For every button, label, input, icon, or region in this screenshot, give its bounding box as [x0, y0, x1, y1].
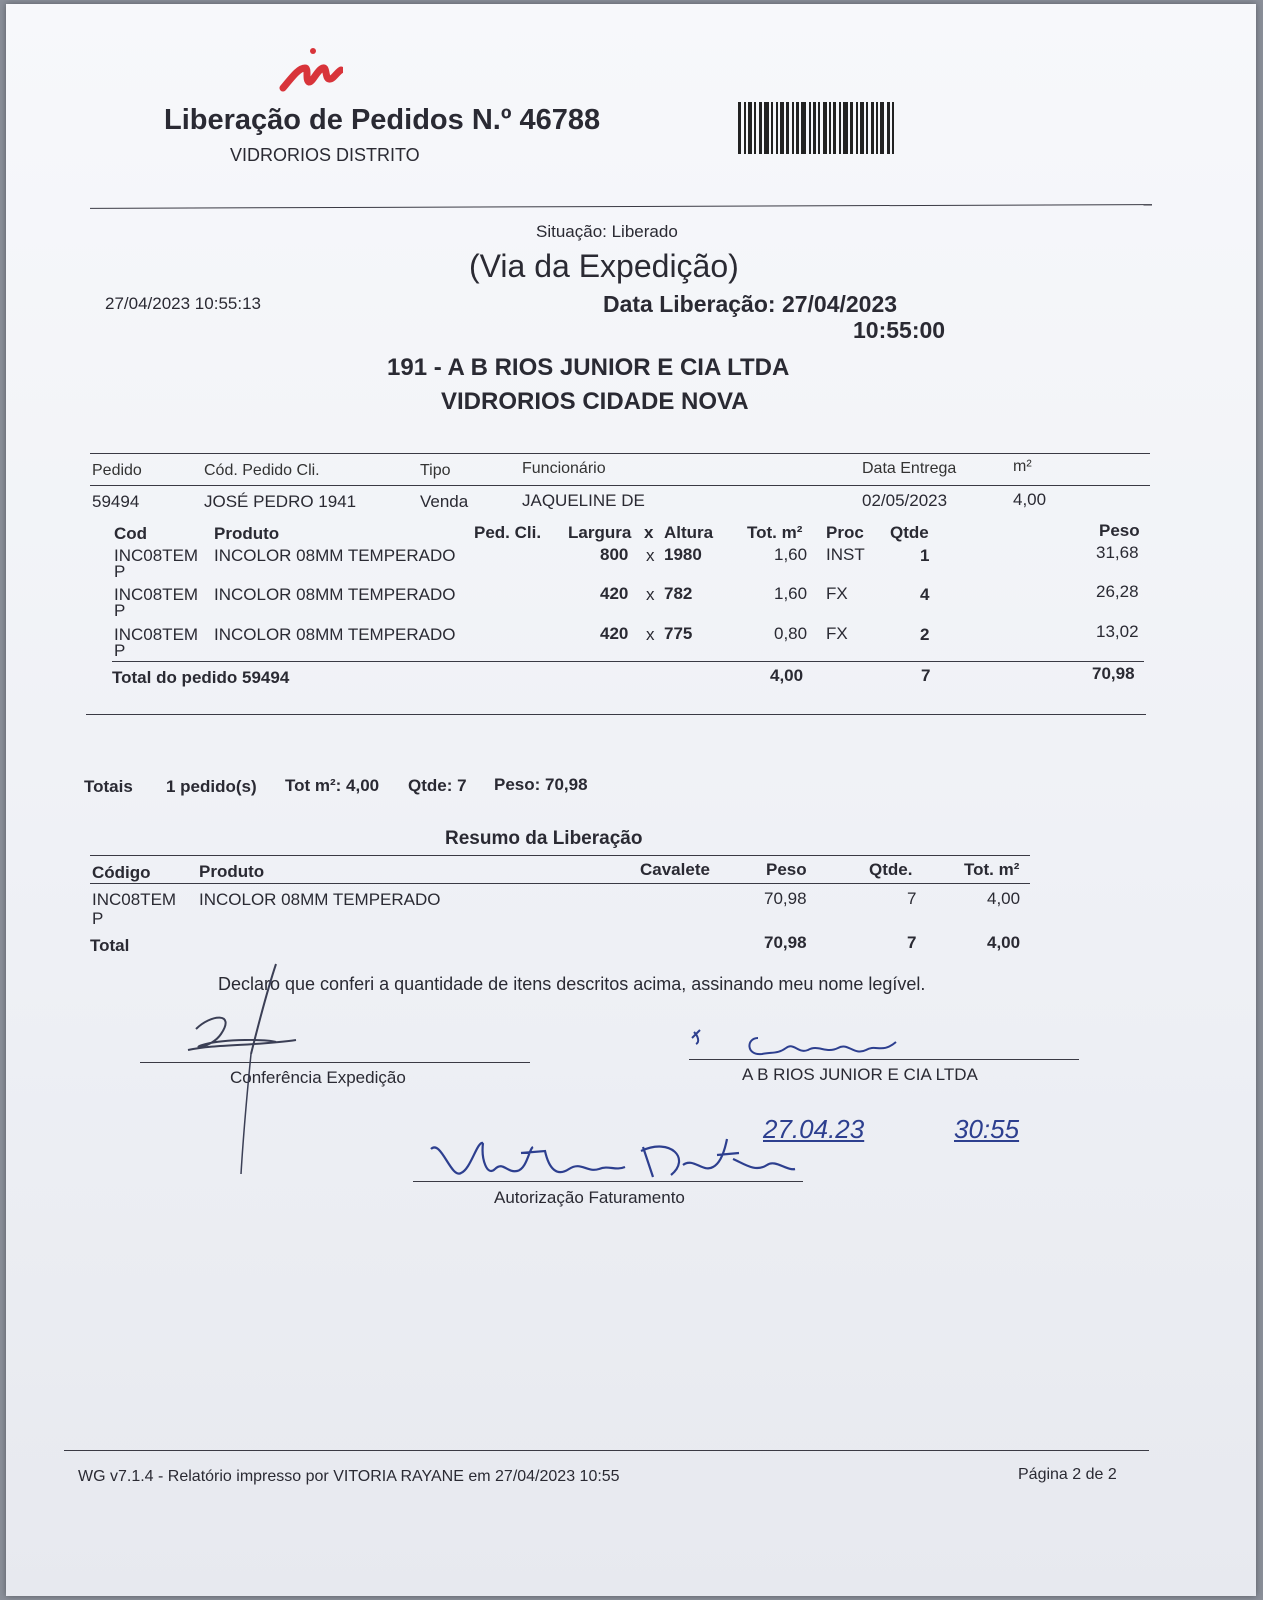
barcode-bar — [833, 102, 836, 154]
items-col-qtde: Qtde — [890, 523, 929, 542]
item-peso: 13,02 — [1096, 622, 1139, 641]
barcode-bar — [829, 102, 831, 154]
items-col-largura: Largura — [568, 523, 632, 542]
handwritten-signature-expedicao — [176, 954, 316, 1184]
barcode-bar — [764, 102, 769, 154]
totals-label: Totais — [84, 777, 133, 796]
release-date: Data Liberação: 27/04/2023 — [603, 291, 898, 317]
items-col-cod: Cod — [114, 524, 148, 543]
item-x: x — [646, 546, 655, 565]
summary-row-tot-m2: 4,00 — [987, 889, 1021, 908]
item-product: INCOLOR 08MM TEMPERADO — [214, 585, 456, 604]
order-table-top-rule — [90, 453, 1150, 454]
summary-col-tot-m2: Tot. m² — [964, 860, 1020, 879]
client-order-code: JOSÉ PEDRO 1941 — [204, 492, 357, 511]
item-code-line2: P — [114, 562, 126, 581]
summary-total-label: Total — [90, 936, 130, 955]
barcode-bar — [754, 102, 756, 154]
barcode-bar — [850, 102, 853, 154]
print-datetime: 27/04/2023 10:55:13 — [105, 294, 261, 313]
totals-orders: 1 pedido(s) — [166, 777, 257, 796]
signature-label-expedicao: Conferência Expedição — [230, 1068, 406, 1087]
item-code-line2: P — [114, 601, 126, 620]
document-title: Liberação de Pedidos N.º 46788 — [164, 104, 601, 136]
order-total-m2: 4,00 — [770, 666, 804, 685]
summary-title: Resumo da Liberação — [445, 828, 643, 849]
barcode-bar — [796, 102, 799, 154]
handwritten-signature-faturamento — [421, 1129, 801, 1189]
signature-label-client: A B RIOS JUNIOR E CIA LTDA — [742, 1065, 978, 1084]
item-proc: INST — [826, 545, 865, 564]
item-qtde: 4 — [920, 585, 930, 604]
barcode-bar — [809, 102, 811, 154]
barcode-bar — [843, 102, 848, 154]
item-peso: 31,68 — [1096, 543, 1139, 562]
summary-total-tot-m2: 4,00 — [987, 933, 1021, 952]
item-x: x — [646, 625, 655, 644]
item-largura: 800 — [600, 545, 629, 564]
barcode-bar — [860, 102, 864, 154]
order-m2: 4,00 — [1013, 490, 1047, 509]
copy-type: (Via da Expedição) — [469, 248, 739, 284]
order-total-label: Total do pedido 59494 — [112, 668, 290, 687]
footer-print-info: WG v7.1.4 - Relatório impresso por VITORIA RAYANE em 27/04/2023 10:55 — [78, 1468, 620, 1485]
item-code-line1: INC08TEM — [114, 585, 199, 604]
barcode-bar — [856, 102, 858, 154]
order-total-qtde: 7 — [921, 666, 931, 685]
summary-col-cavalete: Cavalete — [640, 860, 710, 879]
summary-row-code-line2: P — [92, 909, 104, 928]
item-x: x — [646, 585, 655, 604]
totals-qtde: Qtde: 7 — [408, 776, 467, 795]
col-funcionario: Funcionário — [522, 460, 606, 477]
delivery-date: 02/05/2023 — [862, 491, 948, 510]
item-code-line2: P — [114, 641, 126, 660]
order-total-peso: 70,98 — [1092, 664, 1135, 683]
item-altura: 782 — [664, 584, 693, 603]
item-code-line1: INC08TEM — [114, 546, 199, 565]
signature-label-faturamento: Autorização Faturamento — [494, 1188, 685, 1207]
barcode-bar — [880, 102, 884, 154]
item-code-line1: INC08TEM — [114, 625, 199, 644]
barcode-bar — [776, 102, 778, 154]
barcode-bar — [839, 102, 841, 154]
handwritten-signature-client — [686, 1024, 906, 1064]
handwritten-time: 30:55 — [954, 1114, 1020, 1144]
col-cod-pedido-cli: Cód. Pedido Cli. — [204, 462, 320, 479]
items-total-rule — [112, 661, 1144, 662]
barcode-bar — [813, 102, 816, 154]
col-pedido: Pedido — [92, 462, 142, 479]
barcode-bar — [792, 102, 794, 154]
item-proc: FX — [826, 584, 848, 603]
barcode-bar — [786, 102, 789, 154]
summary-total-peso: 70,98 — [764, 933, 807, 952]
totals-m2: Tot m²: 4,00 — [285, 776, 380, 795]
barcode-bar — [771, 102, 773, 154]
barcode-bar — [738, 102, 741, 154]
barcode-bar — [744, 102, 746, 154]
header-divider — [90, 204, 1152, 209]
summary-col-qtde: Qtde. — [869, 860, 913, 879]
items-col-peso: Peso — [1099, 521, 1140, 540]
totals-peso: Peso: 70,98 — [494, 775, 588, 794]
summary-row-qtde: 7 — [907, 889, 917, 908]
item-qtde: 1 — [920, 546, 930, 565]
barcode — [738, 102, 928, 154]
items-col-ped-cli: Ped. Cli. — [474, 523, 542, 542]
footer-rule — [64, 1450, 1149, 1451]
document-subtitle: VIDRORIOS DISTRITO — [230, 145, 420, 165]
barcode-bar — [818, 102, 820, 154]
items-col-x: x — [644, 523, 654, 542]
items-col-altura: Altura — [664, 523, 714, 542]
release-time: 10:55:00 — [853, 317, 946, 343]
summary-col-produto: Produto — [199, 862, 265, 881]
client-name: 191 - A B RIOS JUNIOR E CIA LTDA — [387, 354, 790, 381]
barcode-bar — [748, 102, 752, 154]
barcode-bar — [876, 102, 878, 154]
summary-header-rule — [90, 883, 1030, 884]
barcode-bar — [871, 102, 874, 154]
items-col-proc: Proc — [826, 523, 864, 542]
barcode-bar — [801, 102, 806, 154]
barcode-bar — [866, 102, 868, 154]
summary-row-peso: 70,98 — [764, 889, 807, 908]
item-peso: 26,28 — [1096, 582, 1139, 601]
summary-total-qtde: 7 — [907, 933, 917, 952]
barcode-bar — [759, 102, 762, 154]
order-table-header-rule — [90, 485, 1150, 486]
item-tot-m2: 0,80 — [774, 624, 808, 643]
item-qtde: 2 — [920, 625, 930, 644]
item-largura: 420 — [600, 584, 629, 603]
item-largura: 420 — [600, 624, 629, 643]
handwritten-date: 27.04.23 — [763, 1114, 865, 1144]
item-altura: 775 — [664, 624, 693, 643]
item-altura: 1980 — [664, 545, 702, 564]
item-product: INCOLOR 08MM TEMPERADO — [214, 546, 456, 565]
item-proc: FX — [826, 624, 848, 643]
order-number: 59494 — [92, 492, 140, 511]
items-col-tot-m2: Tot. m² — [747, 523, 803, 542]
company-logo — [279, 46, 343, 94]
item-tot-m2: 1,60 — [774, 584, 808, 603]
col-m2: m² — [1013, 458, 1032, 475]
barcode-bar — [780, 102, 784, 154]
document-page — [6, 4, 1256, 1596]
footer-page-number: Página 2 de 2 — [1018, 1466, 1117, 1483]
summary-row-product: INCOLOR 08MM TEMPERADO — [199, 890, 441, 909]
col-data-entrega: Data Entrega — [862, 460, 957, 477]
barcode-bar — [823, 102, 827, 154]
summary-col-peso: Peso — [766, 860, 807, 879]
section-divider — [86, 714, 1146, 715]
summary-row-code-line1: INC08TEM — [92, 890, 177, 909]
status-text: Situação: Liberado — [536, 222, 678, 241]
item-product: INCOLOR 08MM TEMPERADO — [214, 625, 456, 644]
employee: JAQUELINE DE — [522, 491, 645, 510]
barcode-bar — [892, 102, 894, 154]
summary-col-codigo: Código — [92, 863, 151, 882]
declaration-text: Declaro que conferi a quantidade de itens descritos acima, assinando meu nome legível. — [218, 974, 926, 994]
item-tot-m2: 1,60 — [774, 545, 808, 564]
summary-top-rule — [90, 855, 1030, 856]
order-type: Venda — [420, 492, 469, 511]
col-tipo: Tipo — [420, 462, 451, 479]
items-col-produto: Produto — [214, 524, 280, 543]
client-store: VIDRORIOS CIDADE NOVA — [441, 388, 749, 415]
barcode-bar — [887, 102, 890, 154]
